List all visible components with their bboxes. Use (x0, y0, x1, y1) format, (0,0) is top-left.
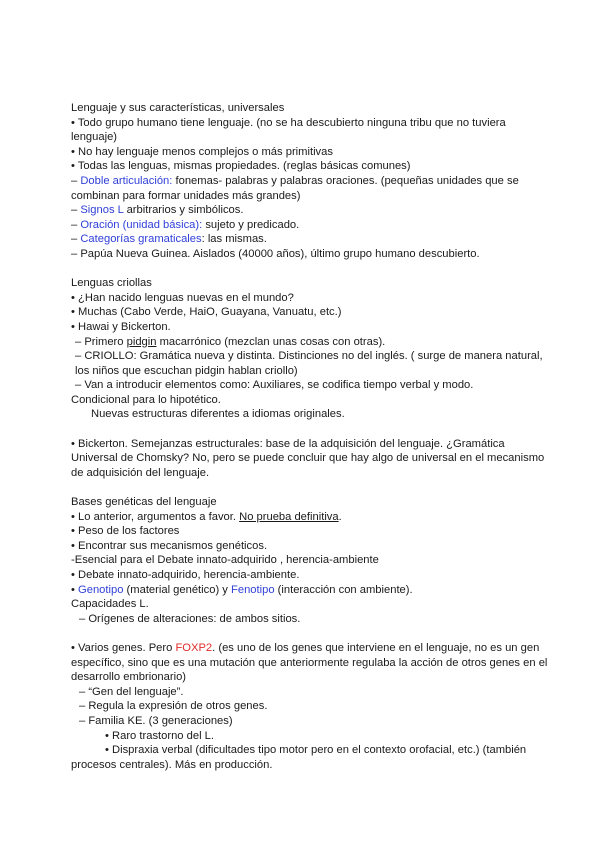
dash-text: : las mismas. (201, 233, 267, 246)
dash-categorias (71, 232, 551, 247)
line-nuevas-estructuras: Nuevas estructuras diferentes a idiomas originales. (91, 408, 345, 421)
spacer (71, 262, 551, 277)
bullet-bickerton: • Bickerton. Semejanzas estructurales: base de la adquisición del lenguaje. ¿Gramática Universal de Chomsky? No, pero se puede concluir que hay algo de universal en el mecanismo de adquisición del lenguaje. (71, 437, 545, 479)
term-oracion: Oración (unidad básica): (80, 218, 203, 231)
dash-origenes: – Orígenes de alteraciones: de ambos sitios. (79, 612, 301, 625)
bullet-han-nacido: • ¿Han nacido lenguas nuevas en el mundo? (71, 291, 294, 304)
bullet-mid: (material genético) y (123, 583, 232, 596)
bullet-no-complejos: • No hay lenguaje menos complejos o más primitivas (71, 145, 333, 158)
spacer (71, 480, 551, 495)
subbullet-dispraxia (71, 743, 551, 772)
spacer (71, 422, 551, 437)
bullet-mismas-propiedades: • Todas las lenguas, mismas propiedades. (reglas básicas comunes) (71, 160, 411, 173)
dash-prefix: – (71, 174, 81, 187)
bullet-varios-genes (71, 641, 551, 685)
term-categorias: Categorías gramaticales (80, 233, 202, 246)
dash-papua: – Papúa Nueva Guinea. Aislados (40000 años), último grupo humano descubierto. (71, 247, 480, 260)
dash-regula: – Regula la expresión de otros genes. (79, 700, 268, 713)
bullet-genotipo (71, 583, 551, 598)
section-title-criollas: Lenguas criollas (71, 277, 152, 290)
bullet-prefix: • (71, 583, 79, 596)
bullet-prefix: • Lo anterior, argumentos a favor. (71, 510, 240, 523)
dash-prefix: – (71, 218, 81, 231)
bullet-mecanismos: • Encontrar sus mecanismos genéticos. (71, 539, 268, 552)
subbullet-text: • Dispraxia verbal (dificultades tipo motor pero en el contexto orofacial, etc.) (también procesos centrales). Más en producción. (71, 744, 527, 771)
bullet-hawai: • Hawai y Bickerton. (71, 320, 171, 333)
dash-criollo: – CRIOLLO: Gramática nueva y distinta. Distinciones no del inglés. ( surge de manera natural, los niños que escuchan pidgin hablan criollo) (75, 350, 543, 377)
bullet-suffix: (interacción con ambiente). (274, 583, 413, 596)
section-title-bases-geneticas: Bases genéticas del lenguaje (71, 496, 217, 509)
bullet-prefix: • Varios genes. Pero (71, 641, 176, 654)
term-genotipo: Genotipo (78, 583, 124, 596)
bullet-lo-anterior (71, 510, 551, 525)
dash-oracion (71, 218, 551, 233)
spacer (71, 626, 551, 641)
dash-prefix: – Primero (75, 335, 127, 348)
term-no-prueba: No prueba definitiva (239, 510, 339, 523)
term-fenotipo: Fenotipo (231, 583, 275, 596)
dash-prefix: – (71, 204, 81, 217)
dash-prefix: – (71, 233, 81, 246)
term-foxp2: FOXP2 (175, 641, 213, 654)
dash-text: arbitrarios y simbólicos. (123, 204, 244, 217)
dash-text: fonemas- palabras y palabras oraciones. (pequeñas unidades que se combinan para formar unidades más grandes) (71, 174, 519, 202)
line-condicional: Condicional para lo hipotético. (71, 393, 221, 406)
bullet-text: . (es uno de los genes que interviene en el lenguaje, no es un gen específico, sino que es una mutación que anteriormente regulaba la acción de otros genes en el desarrollo embrionario) (71, 641, 548, 684)
document-page (71, 101, 551, 772)
line-capacidades: Capacidades L. (71, 598, 149, 611)
dash-pidgin (71, 335, 551, 350)
bullet-debate: • Debate innato-adquirido, herencia-ambiente. (71, 569, 300, 581)
section-title-lenguaje: Lenguaje y sus características, universales (71, 102, 285, 114)
bullet-suffix: . (338, 510, 342, 523)
dash-doble-articulacion (71, 174, 551, 203)
dash-introducir: – Van a introducir elementos como: Auxiliares, se codifica tiempo verbal y modo. (75, 379, 474, 392)
dash-signos (71, 203, 551, 218)
bullet-peso: • Peso de los factores (71, 525, 180, 538)
bullet-muchas: • Muchas (Cabo Verde, HaiO, Guayana, Vanuatu, etc.) (71, 306, 342, 319)
bullet-grupo-humano: • Todo grupo humano tiene lenguaje. (no se ha descubierto ninguna tribu que no tuviera lenguaje) (71, 116, 506, 144)
term-signos: Signos L (80, 204, 124, 217)
subbullet-raro-trastorno: • Raro trastorno del L. (105, 729, 215, 742)
term-doble-articulacion: Doble articulación: (80, 174, 173, 187)
line-esencial: -Esencial para el Debate innato-adquirido , herencia-ambiente (71, 554, 379, 567)
term-pidgin: pidgin (126, 335, 157, 348)
dash-gen-lenguaje: – “Gen del lenguaje”. (79, 685, 184, 698)
dash-familia-ke: – Familia KE. (3 generaciones) (79, 714, 233, 727)
dash-text: sujeto y predicado. (202, 218, 300, 231)
dash-text: macarrónico (mezclan unas cosas con otras). (156, 335, 386, 348)
